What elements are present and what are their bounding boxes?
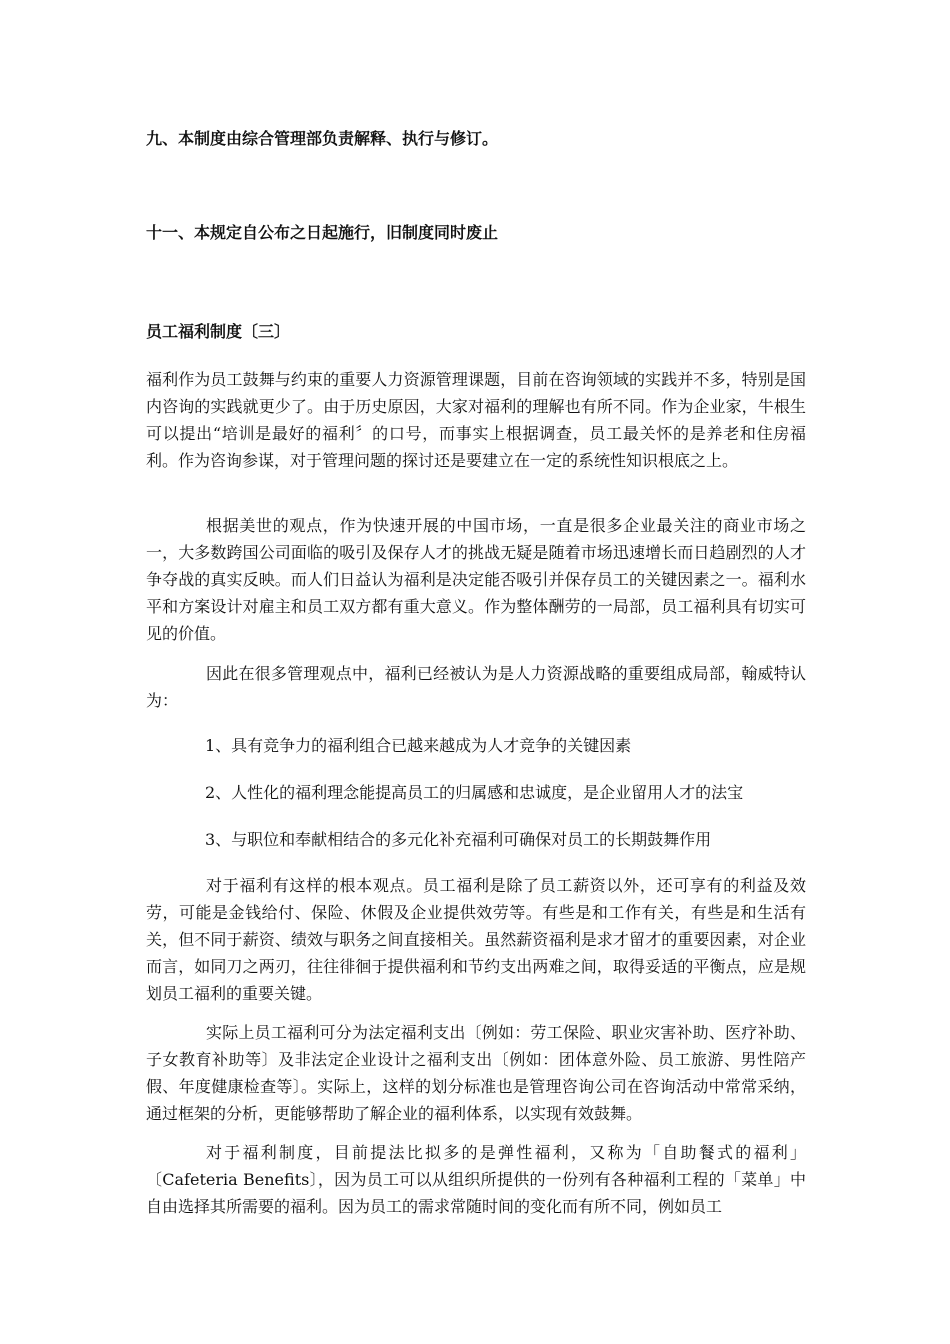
- clause-nine-heading: 九、本制度由综合管理部负责解释、执行与修订。: [146, 129, 499, 148]
- mercer-paragraph: 根据美世的观点，作为快速开展的中国市场，一直是很多企业最关注的商业市场之一，大多数跨国公司面临的吸引及保存人才的挑战无疑是随着市场迅速增长而日趋剧烈的人才争夺战的真实反映。而人们日益认为福利是决定能否吸引并保存员工的关键因素之一。福利水平和方案设计对雇主和员工双方都有重大意义。作为整体酬劳的一局部，员工福利具有切实可见的价值。: [146, 516, 806, 643]
- list-item: 1、具有竞争力的福利组合已越来越成为人才竞争的关键因素: [205, 736, 632, 755]
- flexible-benefits-paragraph: 对于福利制度，目前提法比拟多的是弹性福利，又称为「自助餐式的福利」〔Cafeteria Benefits〕，因为员工可以从组织所提供的一份列有各种福利工程的「菜单」中自由选择其所需要的福利。因为员工的需求常随时间的变化而有所不同，例如员工: [146, 1143, 806, 1216]
- intro-paragraph: 福利作为员工鼓舞与约束的重要人力资源管理课题，目前在咨询领域的实践并不多，特别是国内咨询的实践就更少了。由于历史原因，大家对福利的理解也有所不同。作为企业家，牛根生可以提出“培训是最好的福利〞的口号，而事实上根据调查，员工最关怀的是养老和住房福利。作为咨询参谋，对于管理问题的探讨还是要建立在一定的系统性知识根底之上。: [146, 370, 806, 470]
- benefit-concept-paragraph: 对于福利有这样的根本观点。员工福利是除了员工薪资以外，还可享有的利益及效劳，可能是金钱给付、保险、休假及企业提供效劳等。有些是和工作有关，有些是和生活有关，但不同于薪资、绩效与职务之间直接相关。虽然薪资福利是求才留才的重要因素，对企业而言，如同刀之两刃，往往徘徊于提供福利和节约支出两难之间，取得妥适的平衡点，应是规划员工福利的重要关键。: [146, 876, 806, 1003]
- list-item: 2、人性化的福利理念能提高员工的归属感和忠诚度，是企业留用人才的法宝: [205, 783, 744, 802]
- benefit-types-paragraph: 实际上员工福利可分为法定福利支出〔例如：劳工保险、职业灾害补助、医疗补助、子女教育补助等〕及非法定企业设计之福利支出〔例如：团体意外险、员工旅游、男性陪产假、年度健康检查等〕。实际上，这样的划分标准也是管理咨询公司在咨询活动中常常采纳，通过框架的分析，更能够帮助了解企业的福利体系，以实现有效鼓舞。: [146, 1023, 806, 1123]
- list-item: 3、与职位和奉献相结合的多元化补充福利可确保对员工的长期鼓舞作用: [205, 830, 712, 849]
- clause-eleven-heading: 十一、本规定自公布之日起施行，旧制度同时废止: [146, 223, 499, 242]
- section-title: 员工福利制度〔三〕: [146, 322, 291, 341]
- hewitt-paragraph: 因此在很多管理观点中，福利已经被认为是人力资源战略的重要组成局部，翰威特认为：: [146, 664, 806, 710]
